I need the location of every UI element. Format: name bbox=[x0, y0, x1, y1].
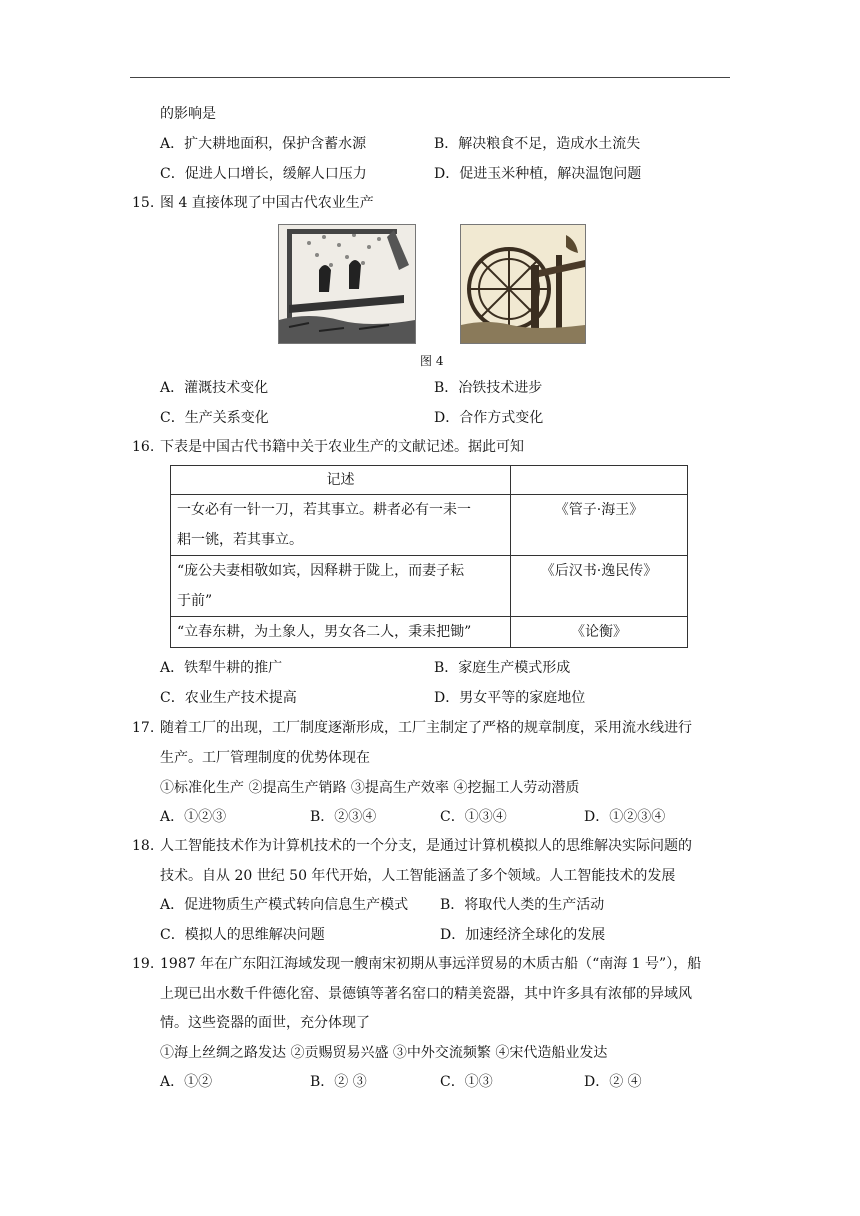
table-cell-source: 《后汉书·逸民传》 bbox=[511, 556, 688, 617]
q14-option-b[interactable]: B．解决粮食不足，造成水土流失 bbox=[434, 136, 641, 152]
q18-stem-line1: 人工智能技术作为计算机技术的一个分支，是通过计算机模拟人的思维解决实际问题的 bbox=[160, 838, 692, 854]
q15-option-c[interactable]: C．生产关系变化 bbox=[160, 410, 269, 426]
table-row bbox=[171, 495, 688, 556]
q17-option-a[interactable]: A．①②③ bbox=[160, 809, 227, 825]
q16-number: 16. bbox=[132, 439, 155, 455]
q16-option-c[interactable]: C．农业生产技术提高 bbox=[160, 690, 297, 706]
q15-number: 15. bbox=[132, 195, 155, 211]
q17-option-c[interactable]: C．①③④ bbox=[440, 809, 507, 825]
table-header-row bbox=[171, 466, 688, 495]
table-cell-line: “庞公夫妻相敬如宾，因释耕于陇上，而妻子耘 bbox=[177, 563, 465, 579]
literature-table bbox=[170, 465, 688, 648]
q18-option-c[interactable]: C．模拟人的思维解决问题 bbox=[160, 927, 325, 943]
q18-stem-line2: 技术。自从 20 世纪 50 年代开始，人工智能涵盖了多个领域。人工智能技术的发展 bbox=[160, 868, 676, 884]
q19-option-b[interactable]: B．② ③ bbox=[310, 1074, 367, 1090]
table-cell-line: 于前” bbox=[177, 593, 213, 609]
q17-stem-line1: 随着工厂的出现，工厂制度逐渐形成，工厂主制定了严格的规章制度，采用流水线进行 bbox=[160, 720, 692, 736]
q19-stem-line2: 上现已出水数千件德化窑、景德镇等著名窑口的精美瓷器，其中许多具有浓郁的异域风 bbox=[160, 986, 692, 1002]
q19-items: ①海上丝绸之路发达 ②贡赐贸易兴盛 ③中外交流频繁 ④宋代造船业发达 bbox=[160, 1045, 608, 1061]
q15-option-b[interactable]: B．冶铁技术进步 bbox=[434, 380, 543, 396]
q18-number: 18. bbox=[132, 838, 155, 854]
q19-stem-line3: 情。这些瓷器的面世，充分体现了 bbox=[160, 1015, 370, 1031]
table-cell-source: 《管子·海王》 bbox=[511, 495, 688, 556]
table-row bbox=[171, 556, 688, 617]
q17-stem-line2: 生产。工厂管理制度的优势体现在 bbox=[160, 750, 370, 766]
q19-option-a[interactable]: A．①② bbox=[160, 1074, 213, 1090]
q18-option-d[interactable]: D．加速经济全球化的发展 bbox=[440, 927, 606, 943]
table-cell-line: “立春东耕，为土象人，男女各二人，秉耒把锄” bbox=[177, 624, 472, 640]
q19-option-c[interactable]: C．①③ bbox=[440, 1074, 493, 1090]
q16-option-b[interactable]: B．家庭生产模式形成 bbox=[434, 660, 571, 676]
figure-caption: 图 4 bbox=[420, 354, 444, 368]
q17-items: ①标准化生产 ②提高生产销路 ③提高生产效率 ④挖掘工人劳动潜质 bbox=[160, 780, 580, 796]
q15-option-d[interactable]: D．合作方式变化 bbox=[434, 410, 544, 426]
q18-option-a[interactable]: A．促进物质生产模式转向信息生产模式 bbox=[160, 897, 409, 913]
table-row bbox=[171, 617, 688, 648]
table-cell-record bbox=[171, 495, 511, 556]
header-rule bbox=[130, 77, 730, 78]
q18-option-b[interactable]: B．将取代人类的生产活动 bbox=[440, 897, 605, 913]
table-header-record: 记述 bbox=[171, 466, 511, 495]
q14-option-c[interactable]: C．促进人口增长，缓解人口压力 bbox=[160, 166, 367, 182]
q17-option-d[interactable]: D．①②③④ bbox=[584, 809, 666, 825]
q17-option-b[interactable]: B．②③④ bbox=[310, 809, 377, 825]
q19-number: 19. bbox=[132, 956, 155, 972]
q15-option-a[interactable]: A．灌溉技术变化 bbox=[160, 380, 269, 396]
q16-option-a[interactable]: A．铁犁牛耕的推广 bbox=[160, 660, 283, 676]
q14-option-a[interactable]: A．扩大耕地面积，保护含蓄水源 bbox=[160, 136, 367, 152]
q16-stem: 下表是中国古代书籍中关于农业生产的文献记述。据此可知 bbox=[160, 439, 524, 455]
figure-waterwheel-woodcut bbox=[460, 224, 586, 344]
q19-stem-line1: 1987 年在广东阳江海域发现一艘南宋初期从事远洋贸易的木质古船（“南海 1 号”），船 bbox=[160, 956, 702, 972]
table-cell-record bbox=[171, 617, 511, 648]
table-header-source bbox=[511, 466, 688, 495]
table-cell-record bbox=[171, 556, 511, 617]
q14-stem-tail: 的影响是 bbox=[160, 106, 216, 122]
q15-stem: 图 4 直接体现了中国古代农业生产 bbox=[160, 195, 374, 211]
table-cell-source: 《论衡》 bbox=[511, 617, 688, 648]
table-cell-line: 耜一铫，若其事立。 bbox=[177, 532, 303, 548]
q19-option-d[interactable]: D．② ④ bbox=[584, 1074, 642, 1090]
figure-treadle-pump-woodcut bbox=[278, 224, 416, 344]
q14-option-d[interactable]: D．促进玉米种植，解决温饱问题 bbox=[434, 166, 642, 182]
table-cell-line: 一女必有一针一刀，若其事立。耕者必有一耒一 bbox=[177, 502, 471, 518]
q17-number: 17. bbox=[132, 720, 155, 736]
q16-option-d[interactable]: D．男女平等的家庭地位 bbox=[434, 690, 586, 706]
